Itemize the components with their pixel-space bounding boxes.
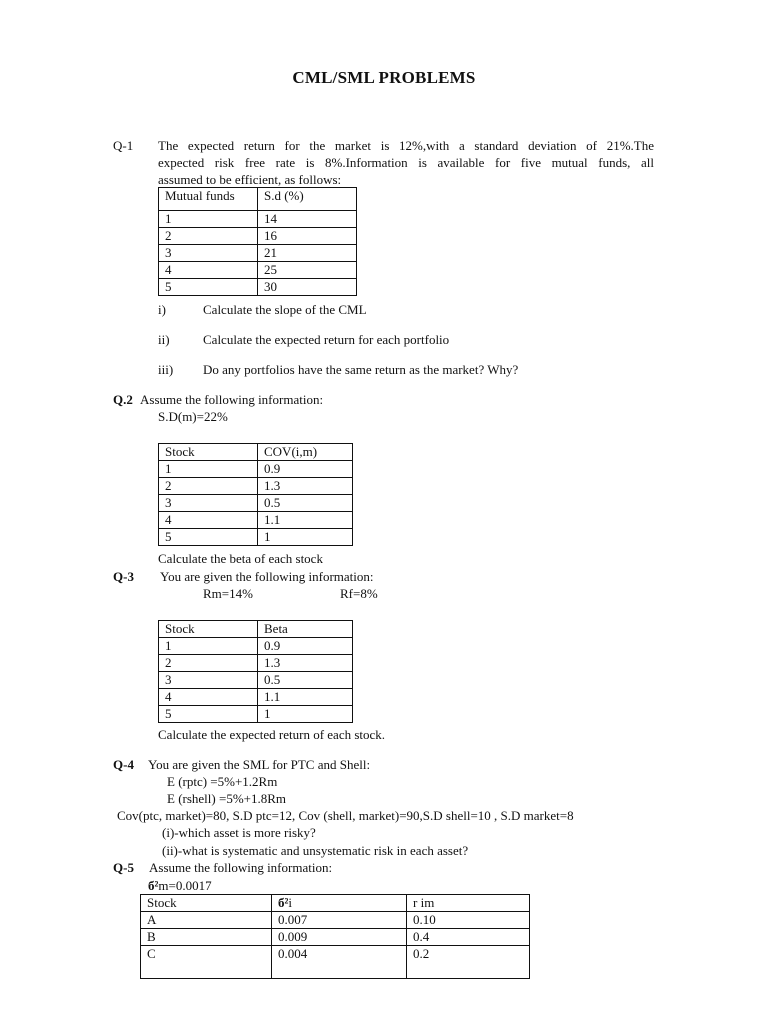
q1-sub1-number: i) — [158, 302, 166, 317]
table-cell: 4 — [159, 512, 258, 529]
table-row — [141, 946, 530, 979]
q5-sigma-m — [148, 878, 212, 894]
table-row — [159, 228, 357, 245]
table-cell: A — [141, 912, 272, 929]
q1-text-line3: assumed to be efficient, as follows: — [158, 172, 342, 187]
table-header-cell: Stock — [159, 621, 258, 638]
q5-intro: Assume the following information: — [149, 860, 333, 875]
q4-eq2: E (rshell) =5%+1.8Rm — [167, 791, 287, 806]
q1-number: Q-1 — [113, 138, 134, 153]
page-title: CML/SML PROBLEMS — [292, 68, 476, 87]
q3-rf: Rf=8% — [340, 586, 378, 601]
q4-number: Q-4 — [113, 757, 134, 772]
table-cell: 30 — [258, 279, 357, 296]
table-cell: 0.9 — [258, 638, 353, 655]
table-header-row — [159, 444, 353, 461]
q2-table — [158, 443, 353, 546]
table-header-cell: Stock — [159, 444, 258, 461]
table-cell: 1.3 — [258, 655, 353, 672]
table-cell: 2 — [159, 228, 258, 245]
table-cell: 0.5 — [258, 672, 353, 689]
table-cell: 0.009 — [272, 929, 407, 946]
q5-table — [140, 894, 530, 979]
q1-sub2-number: ii) — [158, 332, 170, 347]
q1-sub2-text: Calculate the expected return for each portfolio — [203, 332, 450, 347]
table-row — [159, 689, 353, 706]
table-row — [159, 262, 357, 279]
table-cell: 5 — [159, 706, 258, 723]
table-row — [159, 245, 357, 262]
table-cell: 0.004 — [272, 946, 407, 979]
table-cell: 1.1 — [258, 689, 353, 706]
table-header-cell: Beta — [258, 621, 353, 638]
table-cell: 2 — [159, 478, 258, 495]
table-row — [159, 706, 353, 723]
q5-sigma-m-value: m=0.0017 — [158, 878, 212, 893]
q5-number: Q-5 — [113, 860, 134, 875]
table-row — [159, 529, 353, 546]
table-row — [159, 478, 353, 495]
q2-after: Calculate the beta of each stock — [158, 551, 323, 566]
table-row — [141, 929, 530, 946]
table-cell: 0.5 — [258, 495, 353, 512]
q3-rm: Rm=14% — [203, 586, 253, 601]
q1-sub3-text: Do any portfolios have the same return as the market? Why? — [203, 362, 519, 377]
table-cell: 1.1 — [258, 512, 353, 529]
table-header-cell: S.d (%) — [258, 188, 357, 211]
table-cell: 14 — [258, 211, 357, 228]
table-row — [159, 672, 353, 689]
table-cell: 3 — [159, 245, 258, 262]
q1-sub3-number: iii) — [158, 362, 174, 377]
q3-number: Q-3 — [113, 569, 134, 584]
table-header-cell: COV(i,m) — [258, 444, 353, 461]
table-row — [159, 638, 353, 655]
table-row — [159, 655, 353, 672]
table-cell: 1 — [159, 461, 258, 478]
table-cell: 1 — [258, 529, 353, 546]
table-cell: 21 — [258, 245, 357, 262]
table-cell: 1 — [159, 211, 258, 228]
q1-text-line1: The expected return for the market is 12%,with a standard deviation of 21%.The — [158, 138, 654, 153]
table-header-row — [159, 188, 357, 211]
table-cell: 5 — [159, 279, 258, 296]
table-cell: 4 — [159, 689, 258, 706]
table-cell: 1 — [258, 706, 353, 723]
q1-table — [158, 187, 357, 296]
q4-intro: You are given the SML for PTC and Shell: — [148, 757, 371, 772]
table-row — [159, 495, 353, 512]
table-cell: 5 — [159, 529, 258, 546]
sigma-squared-symbol: б² — [278, 895, 289, 910]
q2-intro: Assume the following information: — [140, 392, 324, 407]
table-cell: 0.9 — [258, 461, 353, 478]
table-header-row — [141, 895, 530, 912]
table-row — [159, 279, 357, 296]
table-cell: 25 — [258, 262, 357, 279]
table-row — [141, 912, 530, 929]
table-cell: 0.4 — [407, 929, 530, 946]
q3-table — [158, 620, 353, 723]
table-cell: 3 — [159, 495, 258, 512]
table-cell: C — [141, 946, 272, 979]
q4-cov: Cov(ptc, market)=80, S.D ptc=12, Cov (shell, market)=90,S.D shell=10 , S.D market=8 — [117, 808, 574, 823]
table-cell: 2 — [159, 655, 258, 672]
table-header-cell — [272, 895, 407, 912]
table-cell: 16 — [258, 228, 357, 245]
table-cell: 1 — [159, 638, 258, 655]
table-cell: 0.2 — [407, 946, 530, 979]
q1-text-line2: expected risk free rate is 8%.Information is available for five mutual funds, all — [158, 155, 654, 170]
q4-sub2: (ii)-what is systematic and unsystematic risk in each asset? — [162, 843, 469, 858]
table-header-cell: Mutual funds — [159, 188, 258, 211]
q3-after: Calculate the expected return of each stock. — [158, 727, 386, 742]
table-cell: B — [141, 929, 272, 946]
q4-sub1: (i)-which asset is more risky? — [162, 825, 316, 840]
sigma-squared-symbol: б² — [148, 878, 159, 893]
table-row — [159, 512, 353, 529]
q4-eq1: E (rptc) =5%+1.2Rm — [167, 774, 278, 789]
q3-intro: You are given the following information: — [160, 569, 374, 584]
q1-sub1-text: Calculate the slope of the CML — [203, 302, 367, 317]
table-row — [159, 461, 353, 478]
table-cell: 3 — [159, 672, 258, 689]
table-header-cell: r im — [407, 895, 530, 912]
q2-number: Q.2 — [113, 392, 133, 407]
q2-sdm: S.D(m)=22% — [158, 409, 228, 424]
table-cell: 0.10 — [407, 912, 530, 929]
table-cell: 4 — [159, 262, 258, 279]
table-row — [159, 211, 357, 228]
table-cell: 1.3 — [258, 478, 353, 495]
table-header-cell: Stock — [141, 895, 272, 912]
table-cell: 0.007 — [272, 912, 407, 929]
sigma-subscript: i — [288, 895, 293, 910]
table-header-row — [159, 621, 353, 638]
